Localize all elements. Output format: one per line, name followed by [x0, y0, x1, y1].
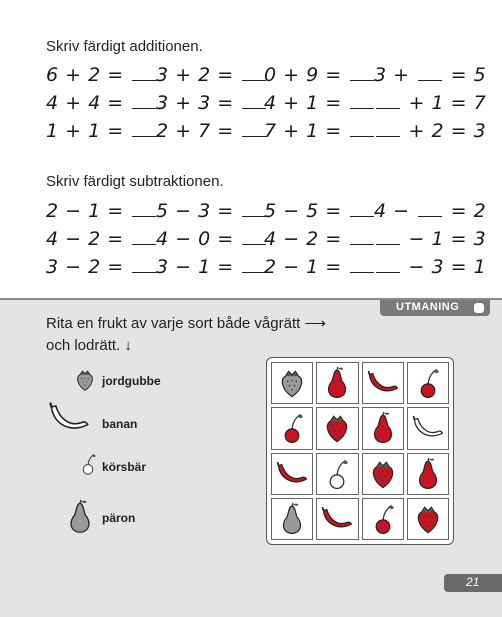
equation-prefix: 6 + 2 =: [46, 64, 124, 86]
grid-cell[interactable]: [316, 453, 358, 495]
equation-suffix: + 2 = 3: [408, 120, 487, 142]
challenge-tab-marker: [474, 303, 484, 313]
grid-cell[interactable]: [271, 407, 313, 449]
subtraction-equation: [264, 256, 376, 278]
cherry-icon: [76, 449, 100, 479]
addition-equation: [46, 64, 158, 86]
grid-cell[interactable]: [362, 362, 404, 404]
equation-prefix: 3 + 2 =: [156, 64, 234, 86]
answer-blank[interactable]: [350, 120, 374, 137]
grid-cell[interactable]: [407, 362, 449, 404]
challenge-instructions: [46, 313, 366, 357]
grid-cell[interactable]: [271, 362, 313, 404]
pear-icon: [411, 457, 445, 491]
legend-label-strawberry: jordgubbe: [102, 374, 161, 388]
answer-blank[interactable]: [132, 92, 156, 109]
cherry-icon: [411, 366, 445, 400]
answer-blank[interactable]: [418, 64, 442, 81]
equation-suffix: − 3 = 1: [408, 256, 487, 278]
answer-blank[interactable]: [242, 64, 266, 81]
subtraction-equation: [374, 256, 486, 278]
pear-icon: [366, 411, 400, 445]
subtraction-equation: [264, 228, 376, 250]
answer-blank[interactable]: [242, 92, 266, 109]
answer-blank[interactable]: [418, 200, 442, 217]
grid-cell[interactable]: [271, 498, 313, 540]
addition-equation: [374, 120, 486, 142]
addition-equation: [156, 120, 268, 142]
answer-blank[interactable]: [132, 228, 156, 245]
legend-label-banana: banan: [102, 417, 138, 431]
addition-equation: [374, 92, 486, 114]
equation-prefix: 4 − 0 =: [156, 228, 234, 250]
banana-icon: [320, 502, 354, 536]
answer-blank[interactable]: [350, 64, 374, 81]
equation-prefix: 4 −: [374, 200, 410, 222]
subtraction-equation: [156, 256, 268, 278]
banana-icon: [366, 366, 400, 400]
answer-blank[interactable]: [132, 64, 156, 81]
answer-blank[interactable]: [242, 256, 266, 273]
answer-blank[interactable]: [242, 200, 266, 217]
equation-suffix: = 5: [450, 64, 487, 86]
equation-suffix: + 1 = 7: [408, 92, 487, 114]
equation-prefix: 3 − 1 =: [156, 256, 234, 278]
subtraction-equation: [46, 200, 158, 222]
addition-equation: [264, 92, 376, 114]
instruction-line-2: och lodrätt. ↓: [46, 337, 132, 354]
grid-cell[interactable]: [362, 407, 404, 449]
banana-icon: [411, 411, 445, 445]
equation-prefix: 2 − 1 =: [264, 256, 342, 278]
subtraction-equation: [46, 228, 158, 250]
equation-prefix: 3 − 2 =: [46, 256, 124, 278]
cherry-icon: [275, 411, 309, 445]
banana-icon: [38, 396, 100, 440]
page-number: 21: [466, 575, 480, 589]
grid-cell[interactable]: [316, 362, 358, 404]
page-number-tab: [444, 574, 502, 592]
grid-cell[interactable]: [362, 498, 404, 540]
cherry-icon: [366, 502, 400, 536]
equation-prefix: 2 − 1 =: [46, 200, 124, 222]
addition-equation: [264, 64, 376, 86]
addition-equation: [156, 92, 268, 114]
fruit-grid: [266, 357, 454, 545]
grid-cell[interactable]: [316, 407, 358, 449]
strawberry-icon: [411, 502, 445, 536]
subtraction-heading: Skriv färdigt subtraktionen.: [46, 173, 224, 190]
equation-prefix: 0 + 9 =: [264, 64, 342, 86]
addition-equation: [156, 64, 268, 86]
addition-equation: [374, 64, 486, 86]
pear-icon: [62, 492, 98, 542]
answer-blank[interactable]: [376, 120, 400, 137]
answer-blank[interactable]: [350, 228, 374, 245]
equation-prefix: 5 − 3 =: [156, 200, 234, 222]
subtraction-equation: [264, 200, 376, 222]
equation-prefix: 2 + 7 =: [156, 120, 234, 142]
answer-blank[interactable]: [242, 228, 266, 245]
subtraction-equation: [156, 228, 268, 250]
grid-cell[interactable]: [316, 498, 358, 540]
instruction-line-1: Rita en frukt av varje sort både vågrätt ⟶: [46, 315, 326, 332]
grid-cell[interactable]: [407, 453, 449, 495]
answer-blank[interactable]: [132, 120, 156, 137]
grid-cell[interactable]: [407, 498, 449, 540]
addition-heading: Skriv färdigt additionen.: [46, 38, 203, 55]
strawberry-icon: [72, 367, 98, 393]
cherry-icon: [320, 457, 354, 491]
strawberry-icon: [366, 457, 400, 491]
equation-prefix: 4 − 2 =: [264, 228, 342, 250]
pear-icon: [275, 502, 309, 536]
answer-blank[interactable]: [132, 200, 156, 217]
answer-blank[interactable]: [242, 120, 266, 137]
equation-prefix: 4 + 4 =: [46, 92, 124, 114]
equation-suffix: = 2: [450, 200, 487, 222]
addition-equation: [264, 120, 376, 142]
equation-prefix: 3 + 3 =: [156, 92, 234, 114]
equation-prefix: 1 + 1 =: [46, 120, 124, 142]
pear-icon: [320, 366, 354, 400]
subtraction-equation: [374, 228, 486, 250]
challenge-tab-label: UTMANING: [396, 301, 460, 313]
equation-prefix: 5 − 5 =: [264, 200, 342, 222]
answer-blank[interactable]: [350, 256, 374, 273]
challenge-tab: [380, 300, 490, 316]
answer-blank[interactable]: [132, 256, 156, 273]
subtraction-equation: [374, 200, 486, 222]
grid-cell[interactable]: [407, 407, 449, 449]
strawberry-icon: [320, 411, 354, 445]
legend-label-cherry: körsbär: [102, 460, 147, 474]
subtraction-equation: [156, 200, 268, 222]
equation-prefix: 7 + 1 =: [264, 120, 342, 142]
answer-blank[interactable]: [376, 228, 400, 245]
addition-equation: [46, 120, 158, 142]
grid-cell[interactable]: [271, 453, 313, 495]
answer-blank[interactable]: [376, 92, 400, 109]
answer-blank[interactable]: [350, 92, 374, 109]
subtraction-equation: [46, 256, 158, 278]
grid-cell[interactable]: [362, 453, 404, 495]
legend-label-pear: päron: [102, 511, 136, 525]
strawberry-icon: [275, 366, 309, 400]
equation-prefix: 4 − 2 =: [46, 228, 124, 250]
addition-equation: [46, 92, 158, 114]
banana-icon: [275, 457, 309, 491]
equation-prefix: 3 +: [374, 64, 410, 86]
answer-blank[interactable]: [350, 200, 374, 217]
equation-prefix: 4 + 1 =: [264, 92, 342, 114]
equation-suffix: − 1 = 3: [408, 228, 487, 250]
answer-blank[interactable]: [376, 256, 400, 273]
